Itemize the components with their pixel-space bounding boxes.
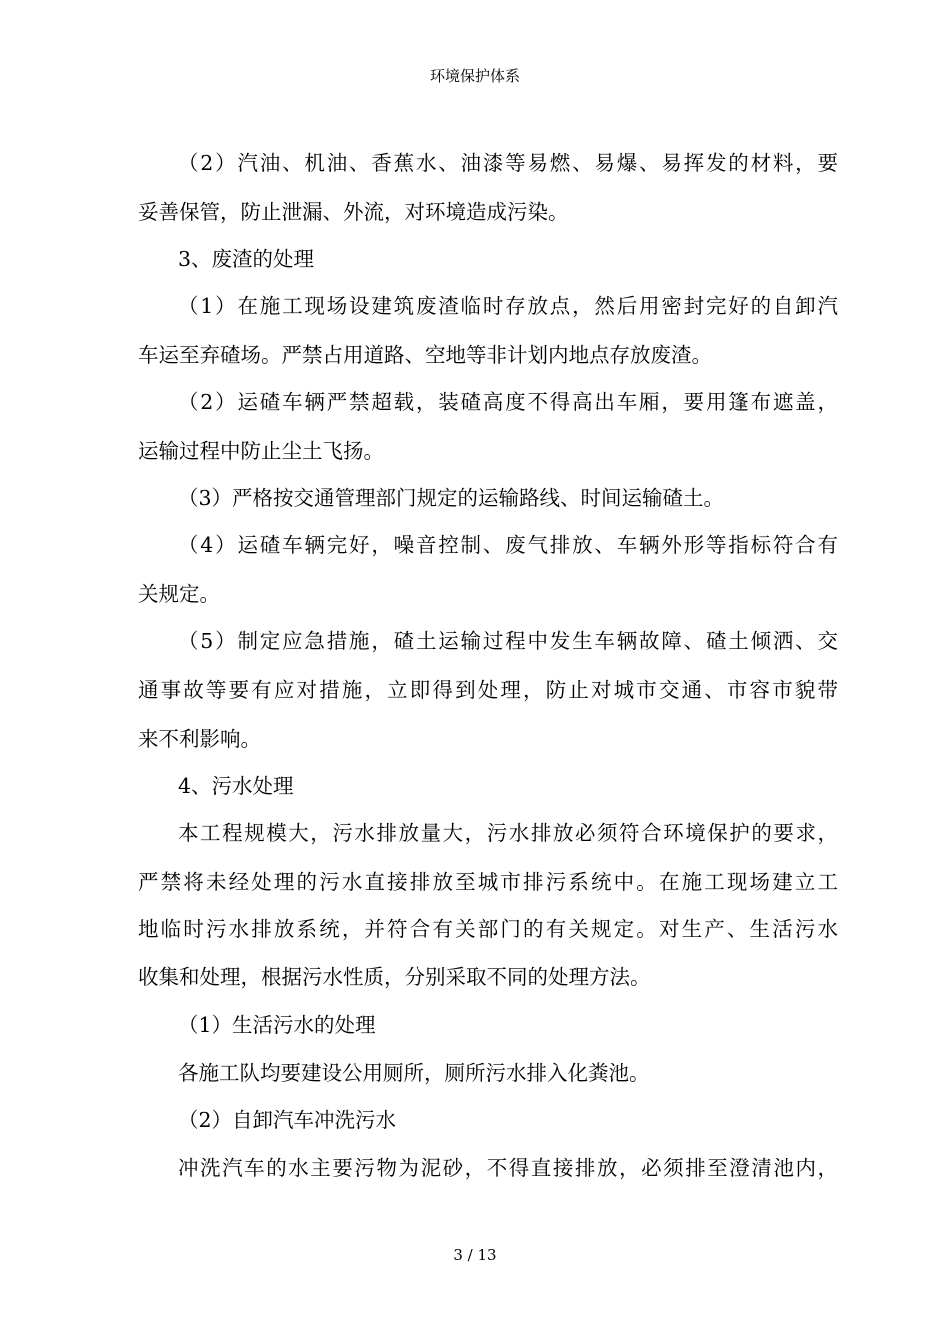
paragraph-line: 来不利影响。 [138, 727, 261, 751]
paragraph-line: 收集和处理，根据污水性质，分别采取不同的处理方法。 [138, 965, 651, 989]
paragraph-line: 车运至弃碴场。严禁占用道路、空地等非计划内地点存放废渣。 [138, 343, 712, 367]
paragraph-line: （3）严格按交通管理部门规定的运输路线、时间运输碴土。 [178, 486, 725, 510]
paragraph-line: （2）汽油、机油、香蕉水、油漆等易燃、易爆、易挥发的材料，要 [178, 151, 838, 175]
paragraph-line: 地临时污水排放系统，并符合有关部门的有关规定。对生产、生活污水 [138, 917, 838, 941]
paragraph-line: 妥善保管，防止泄漏、外流，对环境造成污染。 [138, 200, 569, 224]
paragraph-line: （1）在施工现场设建筑废渣临时存放点，然后用密封完好的自卸汽 [178, 294, 838, 318]
paragraph-line: 冲洗汽车的水主要污物为泥砂，不得直接排放，必须排至澄清池内， [178, 1156, 838, 1180]
subsection-heading: （2）自卸汽车冲洗污水 [178, 1108, 397, 1132]
page-header: 环境保护体系 [429, 67, 520, 85]
section-heading: 4、污水处理 [178, 774, 294, 798]
paragraph-line: （2）运碴车辆严禁超载，装碴高度不得高出车厢，要用篷布遮盖， [178, 390, 838, 414]
paragraph-line: 严禁将未经处理的污水直接排放至城市排污系统中。在施工现场建立工 [138, 870, 838, 894]
section-heading: 3、废渣的处理 [178, 247, 315, 271]
subsection-heading: （1）生活污水的处理 [178, 1013, 376, 1037]
paragraph-line: 关规定。 [138, 582, 220, 606]
paragraph-line: （4）运碴车辆完好，噪音控制、废气排放、车辆外形等指标符合有 [178, 533, 838, 557]
paragraph-line: 本工程规模大，污水排放量大，污水排放必须符合环境保护的要求， [178, 821, 838, 845]
paragraph-line: 运输过程中防止尘土飞扬。 [138, 439, 384, 463]
paragraph-line: 通事故等要有应对措施，立即得到处理，防止对城市交通、市容市貌带 [138, 678, 838, 702]
paragraph-line: 各施工队均要建设公用厕所，厕所污水排入化粪池。 [178, 1061, 650, 1085]
page-number: 3 / 13 [453, 1246, 497, 1264]
paragraph-line: （5）制定应急措施，碴土运输过程中发生车辆故障、碴土倾洒、交 [178, 629, 838, 653]
